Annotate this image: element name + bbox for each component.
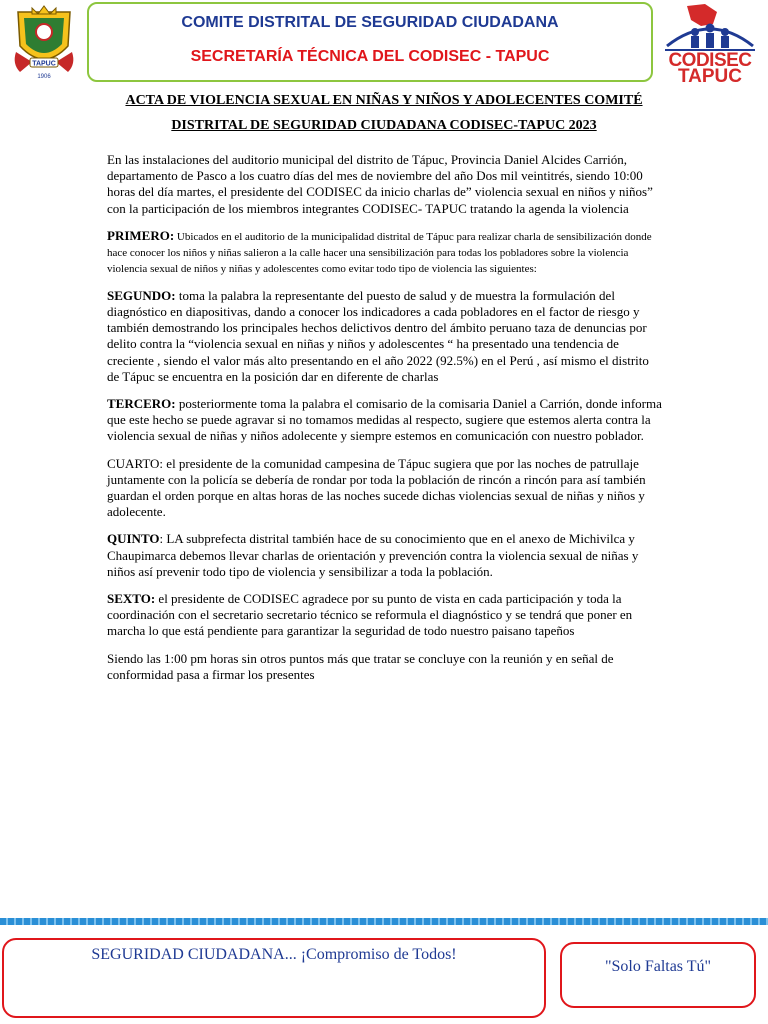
paragraph-text: toma la palabra la representante del puesto de salud y de muestra la formulación del diagnóstico en diapositivas, dando a conocer los indicadores a cada pobladores en el factor de riesgo y también demostrando los principales hechos delictivos dentro del ámbito peruano taza de denuncias por delito contra la “violencia sexual en niñas y niños y adolescentes “ ha presentado una tendencia de creciente , siendo el valor más alto presentando en el año 2022 (92.5%) en el Perú , así mismo el distrito de Tápuc se encuentra en la posición dar en diferente de charlas [107, 287, 649, 384]
codisec-logo [657, 2, 763, 90]
crest-label: TAPUC [32, 60, 56, 68]
paragraph-quinto [107, 531, 662, 580]
document-title-line2: DISTRITAL DE SEGURIDAD CIUDADANA CODISEC-TAPUC 2023 [171, 118, 597, 133]
header-subtitle: SECRETARÍA TÉCNICA DEL CODISEC - TAPUC [190, 48, 550, 65]
footer-motto: "Solo Faltas Tú" [604, 958, 712, 975]
closing-paragraph: Siendo las 1:00 pm horas sin otros puntos más que tratar se concluye con la reunión y en señal de conformidad pasa a firmar los presentes [107, 650, 614, 682]
paragraph-lead: PRIMERO: [107, 227, 175, 243]
paragraph-text: Ubicados en el auditorio de la municipalidad distrital de Tápuc para realizar charla de sensibilización donde hace conocer los niños y niñas salieron a la calle hacer una sensibilización para todas los pobladores sobre la violencia violencia sexual de niños y niñas y adolescentes como evitar todo tipo de violencia las siguientes: [107, 230, 652, 275]
footer-divider [0, 918, 768, 925]
crest-year: 1906 [37, 74, 51, 80]
header-title: COMITE DISTRITAL DE SEGURIDAD CIUDADANA [181, 14, 559, 31]
paragraph-text: : LA subprefecta distrital también hace de su conocimiento que en el anexo de Michivilca y Chaupimarca debemos llevar charlas de orientación y prevención contra la violencia sexual de niñas y niños así prevenir todo tipo de violencia y sensibilizar a toda la población. [107, 531, 639, 579]
footer-slogan-box [2, 938, 546, 1018]
municipal-crest [12, 2, 76, 82]
footer-slogan: SEGURIDAD CIUDADANA... ¡Compromiso de Todos! [91, 946, 457, 963]
paragraph-text: CUARTO: el presidente de la comunidad campesina de Tápuc sugiera que por las noches de patrullaje juntamente con la policía se debería de rondar por toda la población de rincón a rincón para así también guardan el orden porque en altas horas de las noches sucede dichas violencias sexual de niñas y niños y adolecente. [107, 455, 646, 520]
paragraph-segundo [107, 288, 662, 385]
paragraph-sexto [107, 591, 662, 640]
document-body [107, 152, 662, 694]
paragraph-tercero [107, 396, 662, 445]
paragraph-lead: SEGUNDO: [107, 287, 176, 303]
header-banner [87, 2, 653, 82]
paragraph-primero [107, 228, 662, 277]
paragraph-lead: SEXTO: [107, 591, 156, 607]
paragraph-text: posteriormente toma la palabra el comisario de la comisaria Daniel a Carrión, donde informa que este hecho se puede agravar si no tomamos medidas al respecto, sugiere que estemos alerta contra la violencia sexual de niñas y niños adolecente y siempre estemos en comunicación con nuestro poblador. [107, 396, 662, 444]
footer-motto-box [560, 942, 756, 1008]
logo-text-codisec: CODISEC [668, 50, 752, 71]
paragraph-text: el presidente de CODISEC agradece por su punto de vista en cada participación y toda la coordinación con el secretario secretario técnico se reformula el diagnóstico y se tendrá que poner en marcha lo que está pendiente para garantizar la seguridad de todo nuestro paisano tapeños [107, 591, 633, 639]
document-title-line1: ACTA DE VIOLENCIA SEXUAL EN NIÑAS Y NIÑOS Y ADOLECENTES COMITÉ [125, 93, 643, 108]
paragraph-cuarto [107, 456, 662, 521]
paragraph-lead: TERCERO: [107, 396, 176, 412]
paragraph-lead: QUINTO [107, 531, 160, 547]
logo-text-tapuc: TAPUC [677, 66, 743, 87]
intro-paragraph: En las instalaciones del auditorio municipal del distrito de Tápuc, Provincia Daniel Alcides Carrión, departamento de Pasco a los cuatro días del mes de noviembre del año Dos mil veintitrés, siendo 10:00 horas del día martes, el presidente del CODISEC da inicio charlas de” violencia sexual en niños y niños” con la participación de los miembros integrantes CODISEC- TAPUC tratando la agenda la violencia [107, 152, 653, 216]
